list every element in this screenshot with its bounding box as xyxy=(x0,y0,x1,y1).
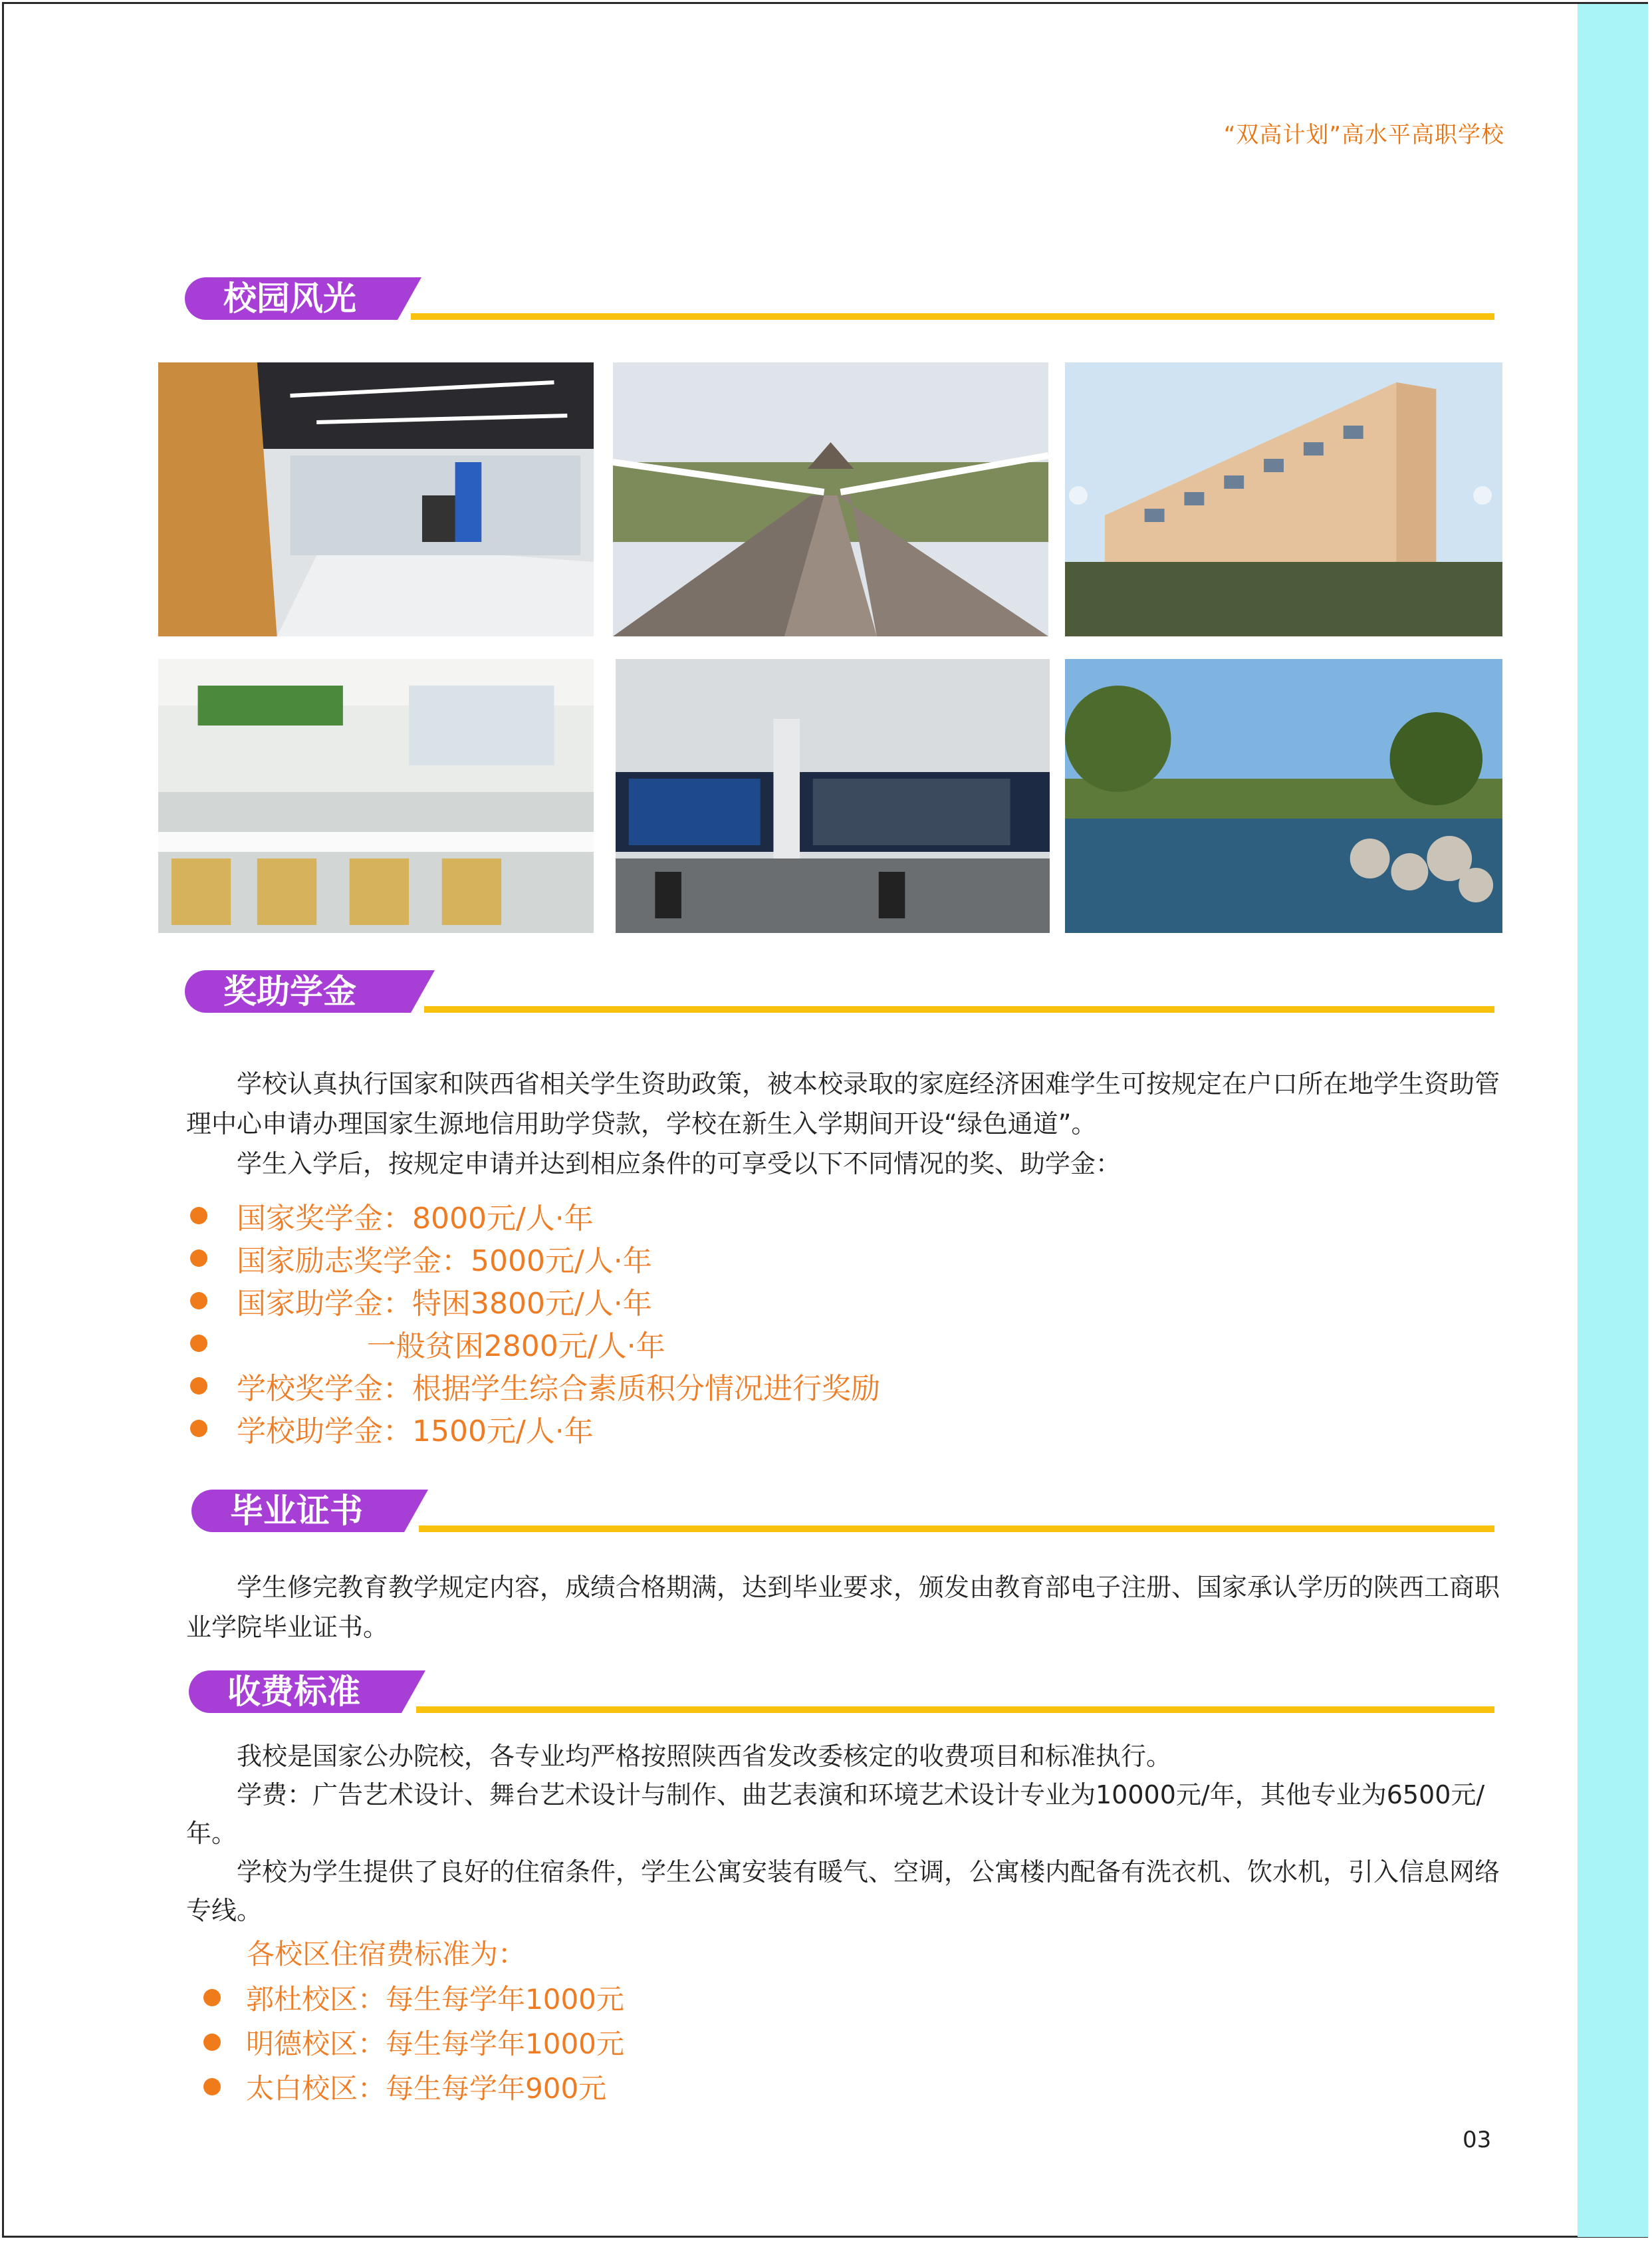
bullet-dot xyxy=(190,1250,207,1267)
section-rule xyxy=(416,1706,1494,1713)
diploma-paragraphs xyxy=(186,1567,1502,1647)
list-item: 学校助学金：1500元/人·年 xyxy=(190,1407,880,1450)
campus-gallery xyxy=(158,362,1502,934)
section-header-diploma xyxy=(191,1490,1494,1532)
section-title-fees: 收费标准 xyxy=(189,1670,402,1713)
list-item: 国家助学金：特困3800元/人·年 xyxy=(190,1279,880,1322)
fees-paragraphs xyxy=(186,1737,1502,1930)
housing-title: 各校区住宿费标准为： xyxy=(247,1938,527,1970)
list-item: 国家励志奖学金：5000元/人·年 xyxy=(190,1237,880,1279)
bullet-dot xyxy=(190,1207,207,1224)
bullet-dot xyxy=(190,1377,207,1394)
housing-list xyxy=(203,1975,624,2109)
list-item: 国家奖学金：8000元/人·年 xyxy=(190,1194,880,1237)
photo-library-hall xyxy=(158,362,594,636)
bullet-dot xyxy=(203,1989,221,2006)
section-title-aid: 奖助学金 xyxy=(185,970,411,1013)
list-item: 一般贫困2800元/人·年 xyxy=(190,1322,880,1365)
aid-conditions: 学生入学后，按规定申请并达到相应条件的可享受以下不同情况的奖、助学金： xyxy=(237,1149,1121,1178)
page-number: 03 xyxy=(1463,2127,1492,2153)
section-rule xyxy=(411,313,1494,320)
photo-study-room xyxy=(158,659,594,933)
section-rule xyxy=(419,1525,1494,1532)
section-header-campus xyxy=(185,277,1494,320)
photo-dormitory-building xyxy=(1065,362,1502,636)
photo-wooden-bridge xyxy=(613,362,1048,636)
bullet-dot xyxy=(190,1335,207,1352)
side-color-band xyxy=(1578,4,1648,2237)
fees-intro: 我校是国家公办院校，各专业均严格按照陕西省发改委核定的收费项目和标准执行。 xyxy=(237,1742,1172,1771)
section-header-fees xyxy=(189,1670,1494,1713)
diploma-text: 学生修完教育教学规定内容，成绩合格期满，达到毕业要求，颁发由教育部电子注册、国家承认学历的陕西工商职业学院毕业证书。 xyxy=(186,1573,1500,1642)
aid-list xyxy=(190,1194,880,1450)
list-item: 学校奖学金：根据学生综合素质积分情况进行奖励 xyxy=(190,1365,880,1407)
list-item: 明德校区：每生每学年1000元 xyxy=(203,2020,624,2064)
section-header-aid xyxy=(185,970,1494,1013)
section-rule xyxy=(424,1006,1494,1013)
photo-campus-pond xyxy=(1065,659,1502,933)
header-title: “双高计划”高水平高职学校 xyxy=(1223,122,1504,148)
fees-housing-conditions: 学校为学生提供了良好的住宿条件，学生公寓安装有暖气、空调，公寓楼内配备有洗衣机、饮水机，引入信息网络专线。 xyxy=(186,1857,1500,1925)
bullet-dot xyxy=(190,1292,207,1309)
list-item: 郭杜校区：每生每学年1000元 xyxy=(203,1975,624,2020)
bullet-dot xyxy=(190,1420,207,1437)
photo-control-center xyxy=(616,659,1050,933)
fees-tuition: 学费：广告艺术设计、舞台艺术设计与制作、曲艺表演和环境艺术设计专业为10000元/年，其他专业为6500元/年。 xyxy=(186,1780,1485,1848)
section-title-campus: 校园风光 xyxy=(185,277,398,320)
section-title-diploma: 毕业证书 xyxy=(191,1490,404,1532)
list-item: 太白校区：每生每学年900元 xyxy=(203,2064,624,2109)
bullet-dot xyxy=(203,2078,221,2095)
bullet-dot xyxy=(203,2034,221,2051)
aid-paragraphs xyxy=(186,1064,1502,1184)
aid-intro: 学校认真执行国家和陕西省相关学生资助政策，被本校录取的家庭经济困难学生可按规定在户口所在地学生资助管理中心申请办理国家生源地信用助学贷款，学校在新生入学期间开设“绿色通道”。 xyxy=(186,1069,1500,1138)
